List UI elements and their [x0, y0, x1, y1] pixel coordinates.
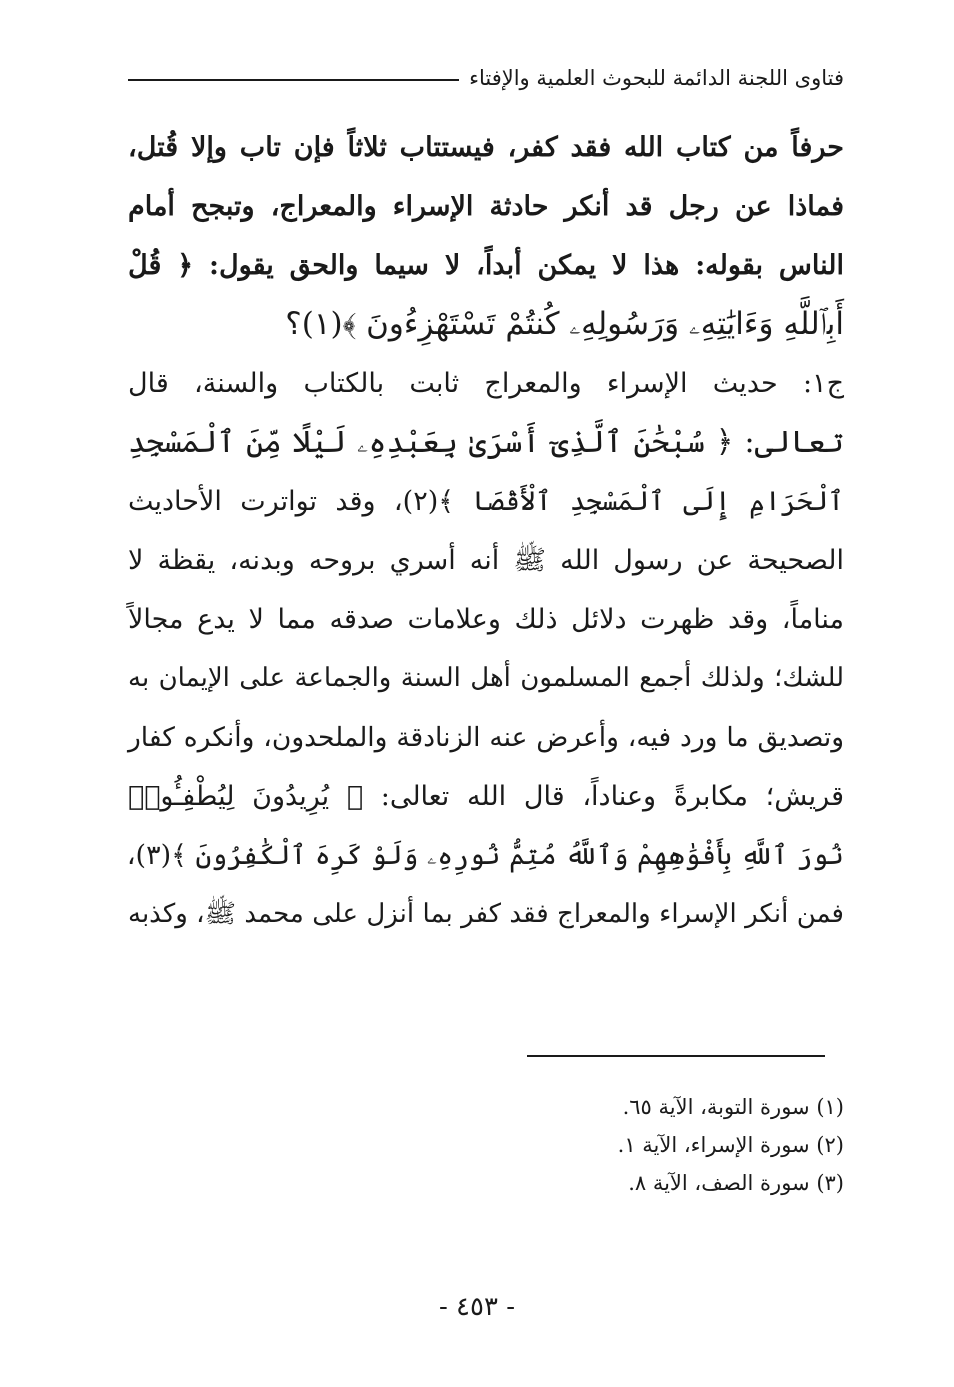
header-rule — [128, 79, 459, 81]
body-line-11: وتصديق ما ورد فيه، وأعرض عنه الزنادقة والملحدون، وأنكره كفار — [128, 722, 844, 753]
footnote-separator — [527, 1055, 825, 1057]
running-header — [128, 60, 844, 96]
body-line-2: فماذا عن رجل قد أنكر حادثة الإسراء والمعراج، وتبجح أمام — [128, 191, 844, 222]
footnote-2: (٢) سورة الإسراء، الآية ١. — [617, 1133, 844, 1157]
body-line-10: للشك؛ ولذلك أجمع المسلمون أهل السنة والجماعة على الإيمان به — [128, 663, 844, 693]
body-line-5: ج١: حديث الإسراء والمعراج ثابت بالكتاب والسنة، قال — [128, 368, 844, 399]
body-line-3: الناس بقوله: هذا لا يمكن أبداً، لا سيما والحق يقول: ﴿ قُلْ — [128, 250, 844, 281]
body-line-12: قريش؛ مكابرةً وعناداً، قال الله تعالى: ﴿ يُرِيدُونَ لِيُطْفِـُٔوا۟ — [128, 781, 844, 812]
body-line-7: ٱلْحَرَامِ إِلَى ٱلْمَسْجِدِ ٱلْأَقْصَا ﴾(٢)، وقد تواترت الأحاديث — [128, 486, 844, 517]
body-line-1: حرفاً من كتاب الله فقد كفر، فيستتاب ثلاثاً فإن تاب وإلا قُتل، — [128, 132, 844, 163]
body-line-9: مناماً، وقد ظهرت دلائل ذلك وعلامات صدقه مما لا يدع مجالاً — [128, 604, 844, 635]
body-line-6: تعالى: ﴿ سُبْحَٰنَ ٱلَّذِىٓ أَسْرَىٰ بِعَبْدِهِۦ لَيْلًا مِّنَ ٱلْمَسْجِدِ — [128, 425, 844, 460]
body-line-13: نُورَ ٱللَّهِ بِأَفْوَٰهِهِمْ وَٱللَّهُ مُتِمُّ نُورِهِۦ وَلَوْ كَرِهَ ٱلْكَٰفِرُونَ ﴾(٣)، — [126, 840, 844, 871]
body-line-8: الصحيحة عن رسول الله ﷺ أنه أسري بروحه وبدنه، يقظة لا — [128, 545, 844, 576]
footnote-3: (٣) سورة الصف، الآية ٨. — [628, 1171, 844, 1195]
page-number: - ٤٥٣ - — [438, 1292, 516, 1322]
body-line-4: أَبِٱللَّهِ وَءَايَٰتِهِۦ وَرَسُولِهِۦ كُنتُمْ تَسْتَهْزِءُونَ ﴾(١)؟ — [285, 306, 844, 342]
footnote-1: (١) سورة التوبة، الآية ٦٥. — [622, 1095, 844, 1119]
header-title: فتاوى اللجنة الدائمة للبحوث العلمية والإفتاء — [469, 66, 844, 90]
body-text — [128, 118, 844, 944]
body-line-14: فمن أنكر الإسراء والمعراج فقد كفر بما أنزل على محمد ﷺ، وكذبه — [128, 899, 844, 929]
footnotes — [400, 1088, 844, 1202]
